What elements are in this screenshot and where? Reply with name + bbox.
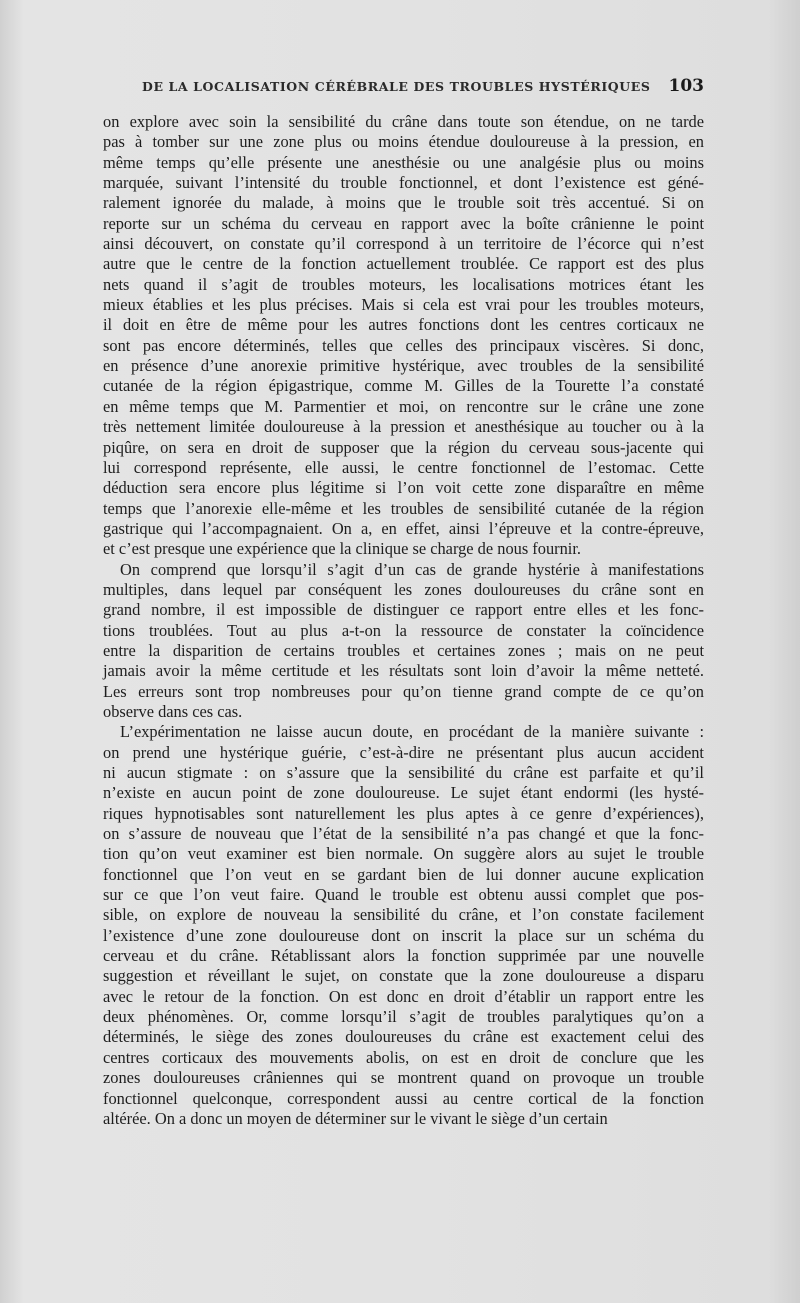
text-line: altérée. On a donc un moyen de déterminer sur le vivant le siège d’un certain: [103, 1108, 608, 1128]
text-line: et c’est presque une expérience que la clinique se charge de nous fournir.: [103, 539, 582, 559]
text-line: autre que le centre de la fonction actuellement troublée. Ce rapport est des plus: [103, 254, 704, 274]
text-line: sur ce que l’on veut faire. Quand le trouble est obtenu aussi complet que pos-: [103, 885, 704, 905]
text-line: gastrique qui l’accompagnaient. On a, en effet, ainsi l’épreuve et la contre-épreuve,: [103, 518, 704, 538]
text-line: grand nombre, il est impossible de distinguer ce rapport entre elles et les fonc-: [103, 600, 704, 620]
text-line: L’expérimentation ne laisse aucun doute, en procédant de la manière suivante :: [120, 722, 704, 742]
text-line: Les erreurs sont trop nombreuses pour qu’on tienne grand compte de ce qu’on: [103, 681, 704, 701]
text-line: On comprend que lorsqu’il s’agit d’un cas de grande hystérie à manifestations: [120, 559, 704, 579]
text-line: ralement ignorée du malade, à moins que le trouble soit très accentué. Si on: [103, 193, 704, 213]
paragraph: [103, 112, 704, 560]
text-line: n’existe en aucun point de zone douloureuse. Le sujet étant endormi (les hysté-: [103, 783, 704, 803]
text-line: tions troublées. Tout au plus a-t-on la ressource de constater la coïncidence: [103, 620, 704, 640]
paragraph: [103, 722, 704, 1129]
text-line: observe dans ces cas.: [103, 701, 243, 721]
text-line: nets quand il s’agit de troubles moteurs, les localisations motrices étant les: [103, 274, 704, 294]
text-line: déterminés, le siège des zones douloureuses du crâne est exactement celui des: [103, 1027, 704, 1047]
text-line: zones douloureuses crâniennes qui se montrent quand on provoque un trouble: [103, 1068, 704, 1088]
text-line: lui correspond représente, elle aussi, le centre fonctionnel de l’estomac. Cette: [103, 457, 704, 477]
text-line: multiples, dans lequel par conséquent les zones douloureuses du crâne sont en: [103, 579, 704, 599]
text-line: en présence d’une anorexie primitive hystérique, avec troubles de la sensibilité: [103, 356, 704, 376]
text-line: l’existence d’une zone douloureuse dont on inscrit la place sur un schéma du: [103, 925, 704, 945]
text-line: piqûre, on sera en droit de supposer que la région du cerveau sous-jacente qui: [103, 437, 704, 457]
text-line: reporte sur un schéma du cerveau en rapport avec la boîte crânienne le point: [103, 213, 704, 233]
text-line: même temps qu’elle présente une anesthésie ou une analgésie plus ou moins: [103, 152, 704, 172]
text-line: on s’assure de nouveau que l’état de la sensibilité n’a pas changé et que la fonc-: [103, 824, 704, 844]
text-line: mieux établies et les plus précises. Mais si cela est vrai pour les troubles moteurs,: [103, 295, 704, 315]
text-line: jamais avoir la même certitude et les résultats sont loin d’avoir la même netteté.: [103, 661, 704, 681]
text-line: cerveau et du crâne. Rétablissant alors la fonction supprimée par une nouvelle: [103, 946, 704, 966]
text-line: sont pas encore déterminés, telles que celles des principaux viscères. Si donc,: [103, 335, 704, 355]
text-line: temps que l’anorexie elle-même et les troubles de sensibilité cutanée de la région: [103, 498, 704, 518]
text-line: suggestion et réveillant le sujet, on constate que la zone douloureuse a disparu: [103, 966, 704, 986]
text-line: centres corticaux des mouvements abolis, on est en droit de conclure que les: [103, 1047, 704, 1067]
text-line: fonctionnel quelconque, correspondent aussi au centre cortical de la fonction: [103, 1088, 704, 1108]
text-line: cutanée de la région épigastrique, comme M. Gilles de la Tourette l’a constaté: [103, 376, 704, 396]
paragraph: [103, 560, 704, 723]
text-line: riques hypnotisables sont naturellement les plus aptes à ce genre d’expériences),: [103, 803, 704, 823]
text-line: ni aucun stigmate : on s’assure que la sensibilité du crâne est parfaite et qu’il: [103, 763, 704, 782]
text-line: on prend une hystérique guérie, c’est-à-dire ne présentant plus aucun accident: [103, 742, 704, 762]
text-line: deux phénomènes. Or, comme lorsqu’il s’agit de troubles paralytiques qu’on a: [103, 1007, 704, 1027]
text-line: en même temps que M. Parmentier et moi, on rencontre sur le crâne une zone: [103, 396, 704, 416]
text-line: entre la disparition de certains troubles et certaines zones ; mais on ne peut: [103, 640, 704, 660]
page-number: 103: [668, 76, 704, 96]
text-line: pas à tomber sur une zone plus ou moins étendue douloureuse à la pression, en: [103, 132, 704, 152]
text-line: sible, on explore de nouveau la sensibilité du crâne, et l’on constate facilement: [103, 905, 704, 925]
text-line: tion qu’on veut examiner est bien normale. On suggère alors au sujet le trouble: [103, 844, 704, 864]
text-line: ainsi découvert, on constate qu’il correspond à un territoire de l’écorce qui n’est: [103, 234, 704, 254]
body-text: [103, 112, 704, 1129]
running-title: DE LA LOCALISATION CÉRÉBRALE DES TROUBLES HYSTÉRIQUES: [142, 79, 651, 94]
page-header: [142, 76, 704, 100]
text-line: marquée, suivant l’intensité du trouble fonctionnel, et dont l’existence est géné-: [103, 173, 704, 193]
text-line: fonctionnel que l’on veut en se gardant bien de lui donner aucune explication: [103, 864, 704, 884]
text-line: très nettement limitée douloureuse à la pression et anesthésique au toucher ou à la: [103, 417, 704, 437]
text-line: avec le retour de la fonction. On est donc en droit d’établir un rapport entre les: [103, 986, 704, 1006]
text-line: il doit en être de même pour les autres fonctions dont les centres corticaux ne: [103, 315, 704, 335]
text-line: on explore avec soin la sensibilité du crâne dans toute son étendue, on ne tarde: [103, 112, 704, 131]
text-line: déduction sera encore plus légitime si l’on voit cette zone disparaître en même: [103, 478, 704, 498]
